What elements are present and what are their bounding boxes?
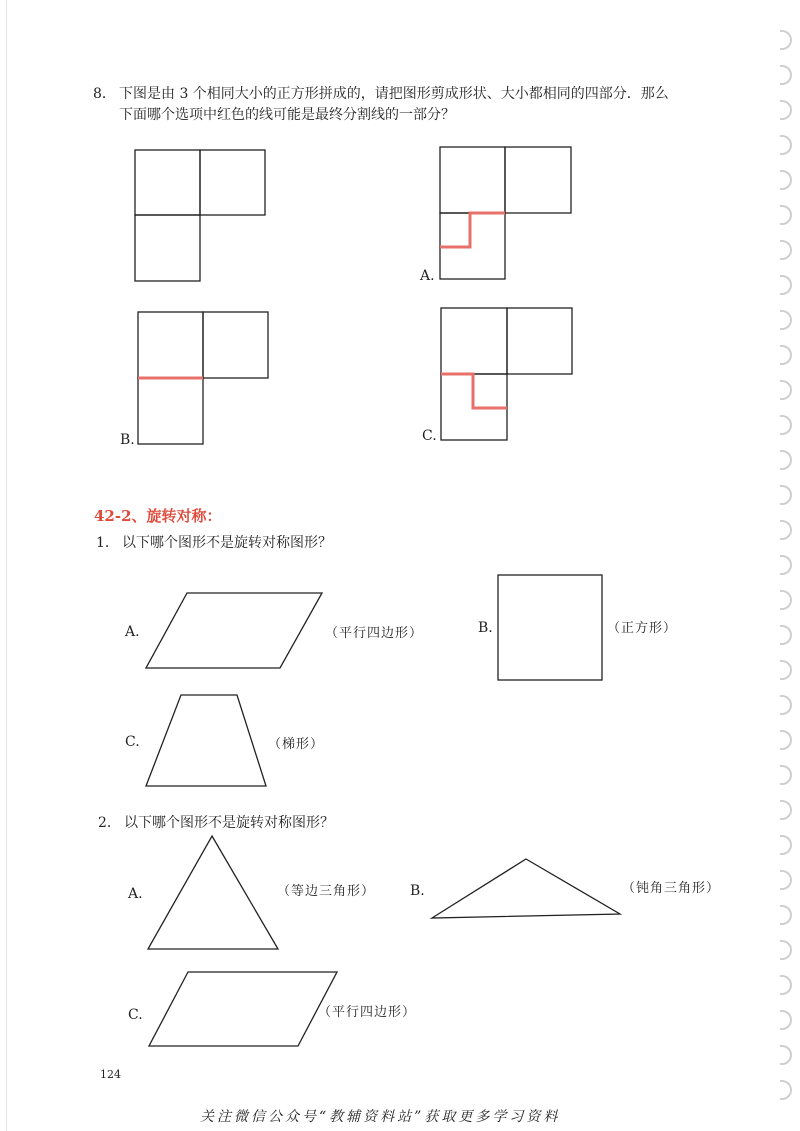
q1-option-b-label: B. bbox=[478, 620, 493, 636]
footer-promo-text: 关注微信公众号“教辅资料站”获取更多学习资料 bbox=[200, 1109, 561, 1125]
q2-option-a-label: A. bbox=[128, 886, 143, 902]
q8-option-a-label: A. bbox=[420, 268, 435, 284]
q8-text-line1: 下图是由 3 个相同大小的正方形拼成的，请把图形剪成形状、大小都相同的四部分．那么 bbox=[119, 86, 669, 102]
q2-option-c-label: C. bbox=[128, 1007, 143, 1023]
q2-option-b-note: （钝角三角形） bbox=[622, 881, 721, 896]
q1-option-c-note: （梯形） bbox=[268, 737, 325, 752]
q8-option-c-figure bbox=[441, 308, 572, 441]
q2-text: 以下哪个图形不是旋转对称图形？ bbox=[124, 815, 334, 831]
q8-option-a-figure bbox=[440, 147, 571, 280]
q8-number: 8． bbox=[93, 86, 116, 102]
q1-option-b-note: （正方形） bbox=[607, 621, 678, 636]
q2-option-b-label: B. bbox=[410, 883, 425, 899]
q1-text: 以下哪个图形不是旋转对称图形？ bbox=[122, 535, 332, 551]
q2-option-b-obtuse-triangle bbox=[431, 858, 623, 920]
q1-option-b-square bbox=[497, 574, 603, 681]
q8-option-c-label: C. bbox=[422, 428, 437, 444]
q8-option-a-red-cut-line bbox=[440, 213, 505, 247]
q2-option-a-equilateral-triangle bbox=[147, 835, 280, 951]
q8-option-c-red-cut-line bbox=[441, 374, 507, 408]
q1-option-a-note: （平行四边形） bbox=[325, 626, 424, 641]
q8-option-b-label: B. bbox=[120, 432, 135, 448]
q2-option-a-note: （等边三角形） bbox=[277, 884, 376, 899]
page-edge bbox=[6, 0, 7, 1131]
q2-number: 2． bbox=[98, 815, 121, 831]
q1-option-a-parallelogram bbox=[145, 592, 325, 670]
q1-option-a-label: A. bbox=[125, 624, 140, 640]
q8-option-b-figure bbox=[138, 312, 268, 444]
q1-number: 1． bbox=[96, 535, 119, 551]
q8-original-l-shape bbox=[135, 150, 265, 282]
ring-binding bbox=[774, 20, 800, 1130]
page-number: 124 bbox=[100, 1068, 121, 1081]
q2-option-c-note: （平行四边形） bbox=[318, 1005, 417, 1020]
q1-option-c-trapezoid bbox=[145, 694, 269, 788]
section-title: 42-2、旋转对称： bbox=[94, 507, 222, 525]
q2-option-c-parallelogram bbox=[148, 971, 340, 1048]
q1-option-c-label: C. bbox=[125, 734, 140, 750]
q8-text-line2: 下面哪个选项中红色的线可能是最终分割线的一部分？ bbox=[119, 107, 455, 123]
